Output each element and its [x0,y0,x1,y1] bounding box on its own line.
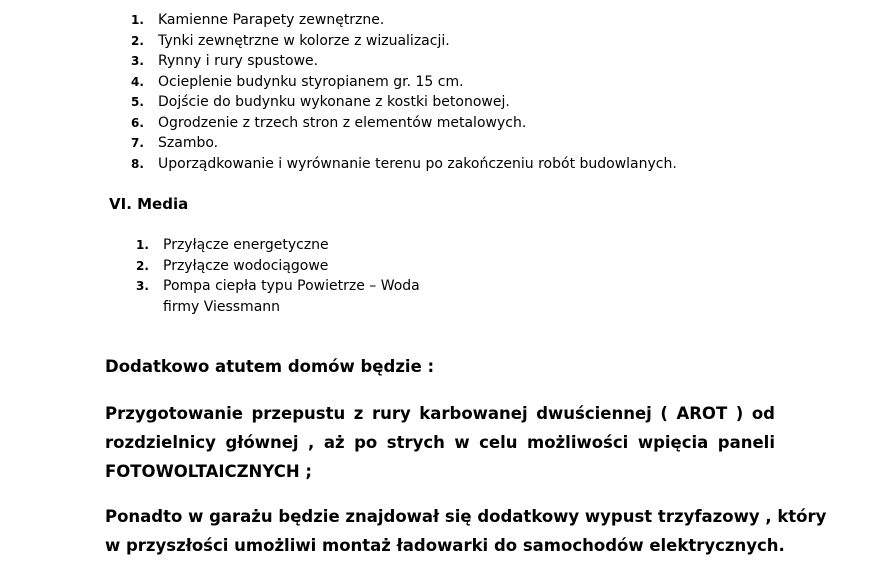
list-number: 1. [131,13,144,27]
list-item [131,51,677,72]
list-item-continuation: firmy Viessmann [163,298,281,315]
exterior-finish-list [131,10,677,174]
list-item [131,72,677,93]
list-item [136,235,420,256]
list-number: 2. [136,258,149,273]
list-item [131,113,677,134]
paragraph-line: rozdzielnicy głównej , aż po strych w celu możliwości wpięcia paneli [105,433,775,452]
list-item [131,10,677,31]
bonus-intro-paragraph: Dodatkowo atutem domów będzie : [105,357,435,376]
paragraph-line: Przygotowanie przepustu z rury karbowanej dwuściennej ( AROT ) od [105,404,775,423]
list-item [136,256,420,277]
list-item [131,154,677,175]
list-number: 4. [131,74,144,89]
paragraph-line: w przyszłości umożliwi montaż ładowarki do samochodów elektrycznych. [105,536,785,555]
list-item [131,133,677,154]
media-list [136,235,420,317]
list-item-text: Szambo. [158,135,219,151]
list-item [131,92,677,113]
list-item-text: Kamienne Parapety zewnętrzne. [158,12,385,28]
list-item-text: Tynki zewnętrzne w kolorze z wizualizacji. [158,32,450,49]
list-item-text: Pompa ciepła typu Powietrze – Woda [163,278,420,294]
ev-charger-paragraph [105,502,827,560]
list-item-text: Rynny i rury spustowe. [158,53,319,69]
paragraph-line: Ponadto w garażu będzie znajdował się dodatkowy wypust trzyfazowy , który [105,507,827,526]
list-number: 1. [136,238,149,252]
paragraph-line: FOTOWOLTAICZNYCH ; [105,462,312,481]
list-item-text: Dojście do budynku wykonane z kostki betonowej. [158,94,510,110]
list-item-text: Ocieplenie budynku styropianem gr. 15 cm. [158,73,464,90]
list-number: 7. [131,136,144,150]
list-number: 8. [131,156,144,171]
list-item-text: Uporządkowanie i wyrównanie terenu po zakończeniu robót budowlanych. [158,155,677,172]
list-number: 5. [131,95,144,109]
list-number: 3. [136,279,149,293]
list-item [131,31,677,52]
conduit-paragraph [105,399,775,486]
list-item-text: Przyłącze wodociągowe [163,257,329,274]
list-item [136,276,420,317]
list-item-text: Ogrodzenie z trzech stron z elementów metalowych. [158,114,527,131]
list-item-text: Przyłącze energetyczne [163,237,329,253]
section-heading-media: VI. Media [109,195,189,213]
list-number: 3. [131,54,144,68]
list-number: 6. [131,115,144,130]
list-number: 2. [131,33,144,48]
